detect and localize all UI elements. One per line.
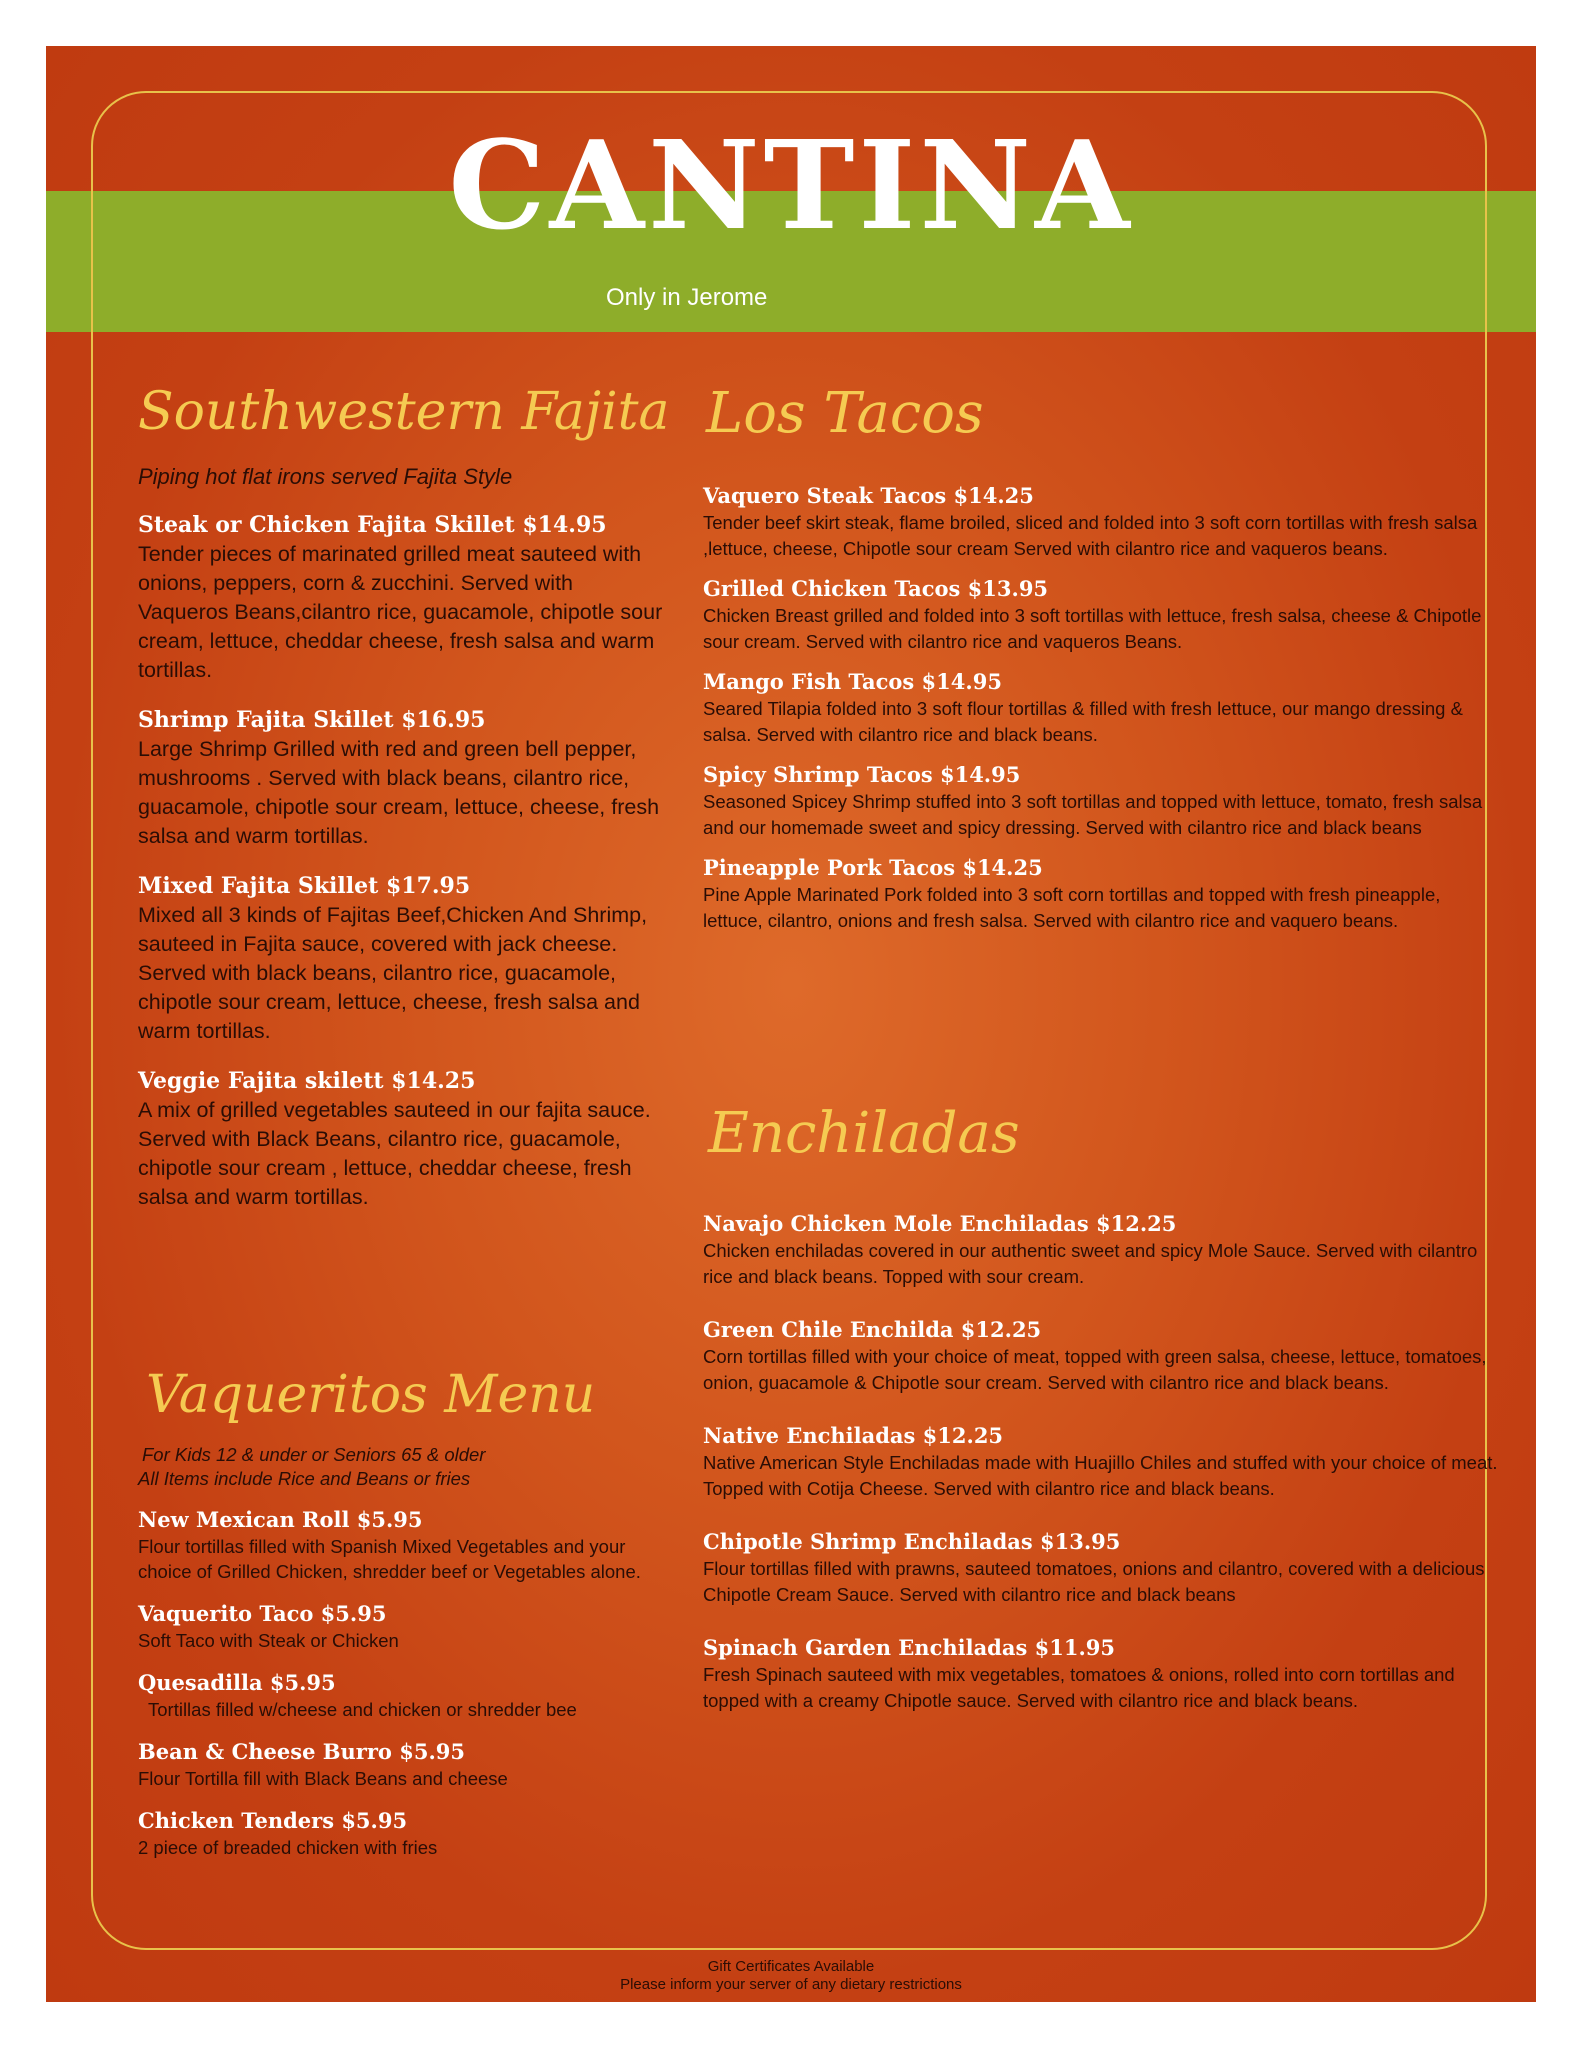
menu-page bbox=[46, 46, 1536, 2002]
menu-item bbox=[138, 871, 668, 1046]
item-name: Steak or Chicken Fajita Skillet $14.95 bbox=[138, 512, 607, 538]
item-description: A mix of grilled vegetables sauteed in our fajita sauce. Served with Black Beans, cilantro rice, guacamole, chipotle sour cream , lettuce, cheddar cheese, fresh salsa and warm tortillas. bbox=[138, 1098, 651, 1209]
item-description: Tortillas filled w/cheese and chicken or shredder bee bbox=[148, 1699, 577, 1720]
menu-item bbox=[138, 705, 668, 851]
item-name: Green Chile Enchilda $12.25 bbox=[703, 1317, 1042, 1342]
fajita-note: Piping hot flat irons served Fajita Style bbox=[138, 464, 513, 489]
vaqueritos-note-2: All Items include Rice and Beans or fries bbox=[138, 1468, 471, 1489]
item-name: Quesadilla $5.95 bbox=[138, 1670, 336, 1695]
enchiladas-list bbox=[703, 1210, 1503, 1740]
menu-item bbox=[138, 1669, 668, 1722]
menu-item bbox=[703, 1210, 1503, 1289]
item-name: Spinach Garden Enchiladas $11.95 bbox=[703, 1635, 1115, 1660]
section-title-tacos: Los Tacos bbox=[706, 381, 984, 446]
menu-item bbox=[703, 668, 1503, 747]
footer-gift-certificates: Gift Certificates Available bbox=[707, 1958, 875, 1975]
restaurant-title: CANTINA bbox=[448, 113, 1134, 257]
menu-item bbox=[138, 1600, 668, 1653]
item-name: Shrimp Fajita Skillet $16.95 bbox=[138, 707, 486, 733]
fajita-list bbox=[138, 510, 668, 1232]
item-name: Bean & Cheese Burro $5.95 bbox=[138, 1739, 465, 1764]
item-name: Mixed Fajita Skillet $17.95 bbox=[138, 873, 471, 899]
vaqueritos-list bbox=[138, 1506, 668, 1876]
item-description: Native American Style Enchiladas made with Huajillo Chiles and stuffed with your choice of meat. Topped with Cotija Cheese. Served with cilantro rice and black beans. bbox=[703, 1452, 1498, 1499]
tacos-list bbox=[703, 482, 1503, 947]
item-description: Mixed all 3 kinds of Fajitas Beef,Chicken And Shrimp, sauteed in Fajita sauce, covered with jack cheese. Served with black beans, cilantro rice, guacamole, chipotle sour cream, lettuce, cheese, fresh salsa and warm tortillas. bbox=[138, 903, 648, 1043]
menu-item bbox=[703, 854, 1503, 933]
menu-item bbox=[703, 1528, 1503, 1607]
section-title-vaqueritos: Vaqueritos Menu bbox=[146, 1365, 596, 1425]
item-name: Navajo Chicken Mole Enchiladas $12.25 bbox=[703, 1211, 1177, 1236]
item-description: Flour tortillas filled with prawns, sauteed tomatoes, onions and cilantro, covered with a delicious Chipotle Cream Sauce. Served with cilantro rice and black beans bbox=[703, 1558, 1485, 1605]
item-description: Flour Tortilla fill with Black Beans and cheese bbox=[138, 1768, 508, 1789]
item-name: Pineapple Pork Tacos $14.25 bbox=[703, 855, 1043, 880]
item-description: 2 piece of breaded chicken with fries bbox=[138, 1837, 438, 1858]
menu-item bbox=[703, 482, 1503, 561]
item-description: Tender pieces of marinated grilled meat sauteed with onions, peppers, corn & zucchini. Served with Vaqueros Beans,cilantro rice, guacamole, chipotle sour cream, lettuce, cheddar cheese, fresh salsa and warm tortillas. bbox=[138, 542, 663, 682]
item-name: Native Enchiladas $12.25 bbox=[703, 1423, 1004, 1448]
section-title-enchiladas: Enchiladas bbox=[708, 1101, 1020, 1166]
item-name: Vaquerito Taco $5.95 bbox=[138, 1601, 387, 1626]
tagline: Only in Jerome bbox=[606, 284, 768, 311]
item-description: Soft Taco with Steak or Chicken bbox=[138, 1630, 399, 1651]
menu-item bbox=[703, 1422, 1503, 1501]
menu-item bbox=[138, 1738, 668, 1791]
menu-item bbox=[138, 1066, 668, 1212]
vaqueritos-note-1: For Kids 12 & under or Seniors 65 & older bbox=[142, 1444, 486, 1465]
item-name: New Mexican Roll $5.95 bbox=[138, 1507, 423, 1532]
item-name: Veggie Fajita skilett $14.25 bbox=[138, 1068, 476, 1094]
item-name: Spicy Shrimp Tacos $14.95 bbox=[703, 762, 1021, 787]
item-description: Corn tortillas filled with your choice of meat, topped with green salsa, cheese, lettuce, tomatoes, onion, guacamole & Chipotle sour cream. Served with cilantro rice and black beans. bbox=[703, 1346, 1487, 1393]
menu-item bbox=[703, 1634, 1503, 1713]
menu-item bbox=[138, 510, 668, 685]
item-description: Pine Apple Marinated Pork folded into 3 soft corn tortillas and topped with fresh pineapple, lettuce, cilantro, onions and fresh salsa. Served with cilantro rice and vaquero beans. bbox=[703, 884, 1441, 931]
item-description: Seared Tilapia folded into 3 soft flour tortillas & filled with fresh lettuce, our mango dressing & salsa. Served with cilantro rice and black beans. bbox=[703, 698, 1463, 745]
item-description: Tender beef skirt steak, flame broiled, sliced and folded into 3 soft corn tortillas with fresh salsa ,lettuce, cheese, Chipotle sour cream Served with cilantro rice and vaqueros beans. bbox=[703, 512, 1478, 559]
item-name: Chicken Tenders $5.95 bbox=[138, 1808, 408, 1833]
menu-item bbox=[138, 1506, 668, 1584]
item-name: Mango Fish Tacos $14.95 bbox=[703, 669, 1002, 694]
item-name: Chipotle Shrimp Enchiladas $13.95 bbox=[703, 1529, 1121, 1554]
menu-item bbox=[703, 1316, 1503, 1395]
item-description: Seasoned Spicey Shrimp stuffed into 3 soft tortillas and topped with lettuce, tomato, fresh salsa and our homemade sweet and spicy dressing. Served with cilantro rice and black beans bbox=[703, 791, 1483, 838]
footer bbox=[46, 1958, 1536, 1994]
item-description: Fresh Spinach sauteed with mix vegetables, tomatoes & onions, rolled into corn tortillas and topped with a creamy Chipotle sauce. Served with cilantro rice and black beans. bbox=[703, 1664, 1455, 1711]
section-title-fajita: Southwestern Fajita bbox=[138, 382, 670, 442]
item-description: Chicken Breast grilled and folded into 3 soft tortillas with lettuce, fresh salsa, cheese & Chipotle sour cream. Served with cilantro rice and vaqueros Beans. bbox=[703, 605, 1482, 652]
item-description: Large Shrimp Grilled with red and green bell pepper, mushrooms . Served with black beans, cilantro rice, guacamole, chipotle sour cream, lettuce, cheese, fresh salsa and warm tortillas. bbox=[138, 737, 660, 848]
menu-item bbox=[138, 1807, 668, 1860]
item-description: Chicken enchiladas covered in our authentic sweet and spicy Mole Sauce. Served with cilantro rice and black beans. Topped with sour cream. bbox=[703, 1240, 1478, 1287]
item-name: Vaquero Steak Tacos $14.25 bbox=[703, 483, 1034, 508]
footer-dietary-note: Please inform your server of any dietary restrictions bbox=[620, 1976, 962, 1993]
menu-item bbox=[703, 575, 1503, 654]
item-name: Grilled Chicken Tacos $13.95 bbox=[703, 576, 1049, 601]
menu-item bbox=[703, 761, 1503, 840]
item-description: Flour tortillas filled with Spanish Mixed Vegetables and your choice of Grilled Chicken, shredder beef or Vegetables alone. bbox=[138, 1536, 641, 1582]
